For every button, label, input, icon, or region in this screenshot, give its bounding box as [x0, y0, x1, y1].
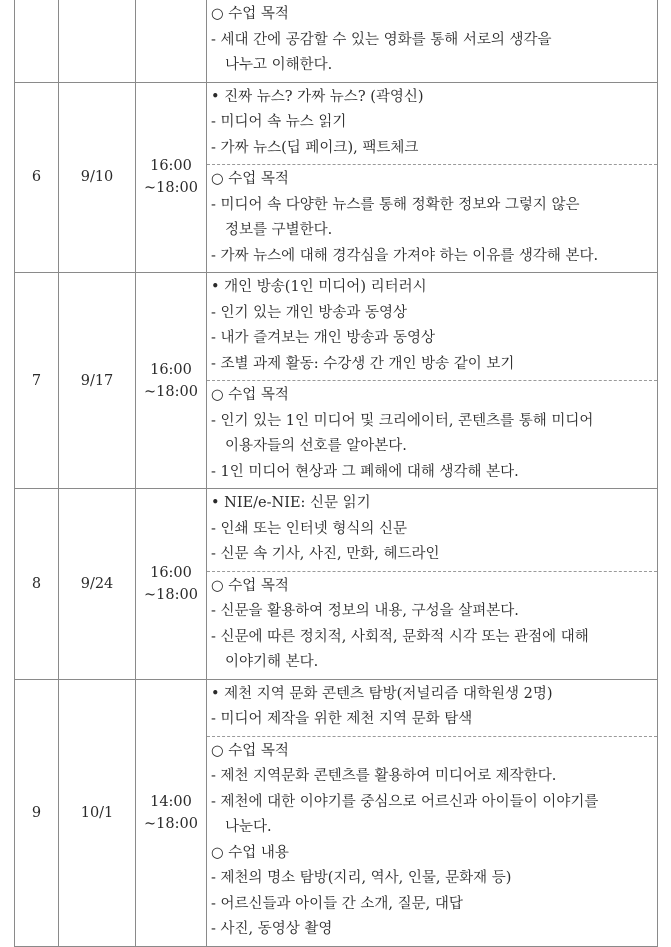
content-line: • NIE/e-NIE: 신문 읽기: [211, 495, 371, 511]
session-date: 9/24: [59, 489, 136, 680]
content-line: - 내가 즐겨보는 개인 방송과 동영상: [211, 330, 436, 346]
content-line: - 신문을 활용하여 정보의 내용, 구성을 살펴본다.: [211, 603, 519, 619]
session-number: 7: [15, 273, 59, 489]
content-line: - 세대 간에 공감할 수 있는 영화를 통해 서로의 생각을: [211, 31, 552, 48]
content-line: - 미디어 속 다양한 뉴스를 통해 정확한 정보와 그렇지 않은: [211, 196, 580, 213]
content-line: - 가짜 뉴스에 대해 경각심을 가져야 하는 이유를 생각해 본다.: [211, 247, 599, 264]
session-time: [136, 0, 207, 82]
schedule-body: [15, 0, 658, 946]
content-line: ○ 수업 목적: [211, 742, 289, 759]
content-line: ○ 수업 내용: [211, 844, 289, 861]
content-line: - 미디어 속 뉴스 읽기: [211, 114, 347, 130]
session-number: 9: [15, 679, 59, 946]
content-section: [207, 164, 657, 272]
schedule-row: [15, 273, 658, 489]
content-line: ○ 수업 목적: [211, 171, 289, 187]
content-line: - 제천에 대한 이야기를 중심으로 어르신과 아이들이 이야기를: [211, 793, 599, 810]
content-line: ○ 수업 목적: [211, 577, 289, 594]
content-line: - 인기 있는 1인 미디어 및 크리에이터, 콘텐츠를 통해 미디어: [211, 412, 594, 429]
content-line: - 인쇄 또는 인터넷 형식의 신문: [211, 520, 408, 537]
content-line: • 진짜 뉴스? 가짜 뉴스? (곽영신): [211, 88, 424, 105]
session-date: 9/17: [59, 273, 136, 489]
time-start: 14:00: [150, 793, 192, 810]
schedule-row: [15, 82, 658, 273]
content-line: • 제천 지역 문화 콘텐츠 탐방(저널리즘 대학원생 2명): [211, 685, 553, 702]
content-line: ○ 수업 목적: [211, 6, 289, 22]
session-time: [136, 679, 207, 946]
time-start: 16:00: [150, 564, 192, 581]
content-section: [207, 489, 657, 571]
content-section: [207, 680, 657, 736]
time-end: ~18:00: [144, 586, 198, 603]
session-content: [207, 679, 658, 946]
content-line: - 신문에 따른 정치적, 사회적, 문화적 시각 또는 관점에 대해: [211, 628, 589, 645]
content-section: [207, 736, 657, 946]
schedule-row: [15, 489, 658, 680]
session-content: [207, 273, 658, 489]
session-content: [207, 489, 658, 680]
session-number: [15, 0, 59, 82]
session-time: [136, 82, 207, 273]
session-date: 9/10: [59, 82, 136, 273]
content-section: [207, 380, 657, 488]
time-end: ~18:00: [144, 815, 198, 832]
schedule-row: [15, 679, 658, 946]
content-line: - 1인 미디어 현상과 그 폐해에 대해 생각해 본다.: [211, 463, 519, 480]
content-line: - 조별 과제 활동: 수강생 간 개인 방송 같이 보기: [211, 355, 515, 372]
content-line: - 어르신들과 아이들 간 소개, 질문, 대답: [211, 895, 463, 912]
time-start: 16:00: [150, 361, 192, 378]
session-date: [59, 0, 136, 82]
schedule-table: [14, 0, 658, 947]
content-line: - 제천 지역문화 콘텐츠를 활용하여 미디어로 제작한다.: [211, 768, 557, 784]
content-line: - 신문 속 기사, 사진, 만화, 헤드라인: [211, 546, 440, 562]
content-line: ○ 수업 목적: [211, 387, 289, 403]
session-time: [136, 489, 207, 680]
content-line: 나눈다.: [225, 819, 272, 835]
content-section: [207, 273, 657, 380]
time-start: 16:00: [150, 158, 192, 175]
time-end: ~18:00: [144, 180, 198, 197]
session-content: [207, 0, 658, 82]
session-content: [207, 82, 658, 273]
content-line: 이야기해 본다.: [225, 654, 319, 670]
content-line: - 제천의 명소 탐방(지리, 역사, 인물, 문화재 등): [211, 870, 512, 886]
content-line: • 개인 방송(1인 미디어) 리터러시: [211, 279, 427, 295]
content-line: - 인기 있는 개인 방송과 동영상: [211, 304, 408, 321]
content-section: [207, 83, 657, 165]
session-time: [136, 273, 207, 489]
content-line: 정보를 구별한다.: [225, 222, 333, 238]
session-number: 6: [15, 82, 59, 273]
content-section: [207, 571, 657, 679]
content-line: - 사진, 동영상 촬영: [211, 921, 333, 937]
content-section: [207, 0, 657, 82]
content-line: 나누고 이해한다.: [225, 57, 333, 73]
schedule-row: [15, 0, 658, 82]
session-date: 10/1: [59, 679, 136, 946]
content-line: 이용자들의 선호를 알아본다.: [225, 438, 407, 454]
content-line: - 미디어 제작을 위한 제천 지역 문화 탐색: [211, 711, 473, 727]
content-line: - 가짜 뉴스(딥 페이크), 팩트체크: [211, 139, 419, 156]
time-end: ~18:00: [144, 383, 198, 400]
session-number: 8: [15, 489, 59, 680]
